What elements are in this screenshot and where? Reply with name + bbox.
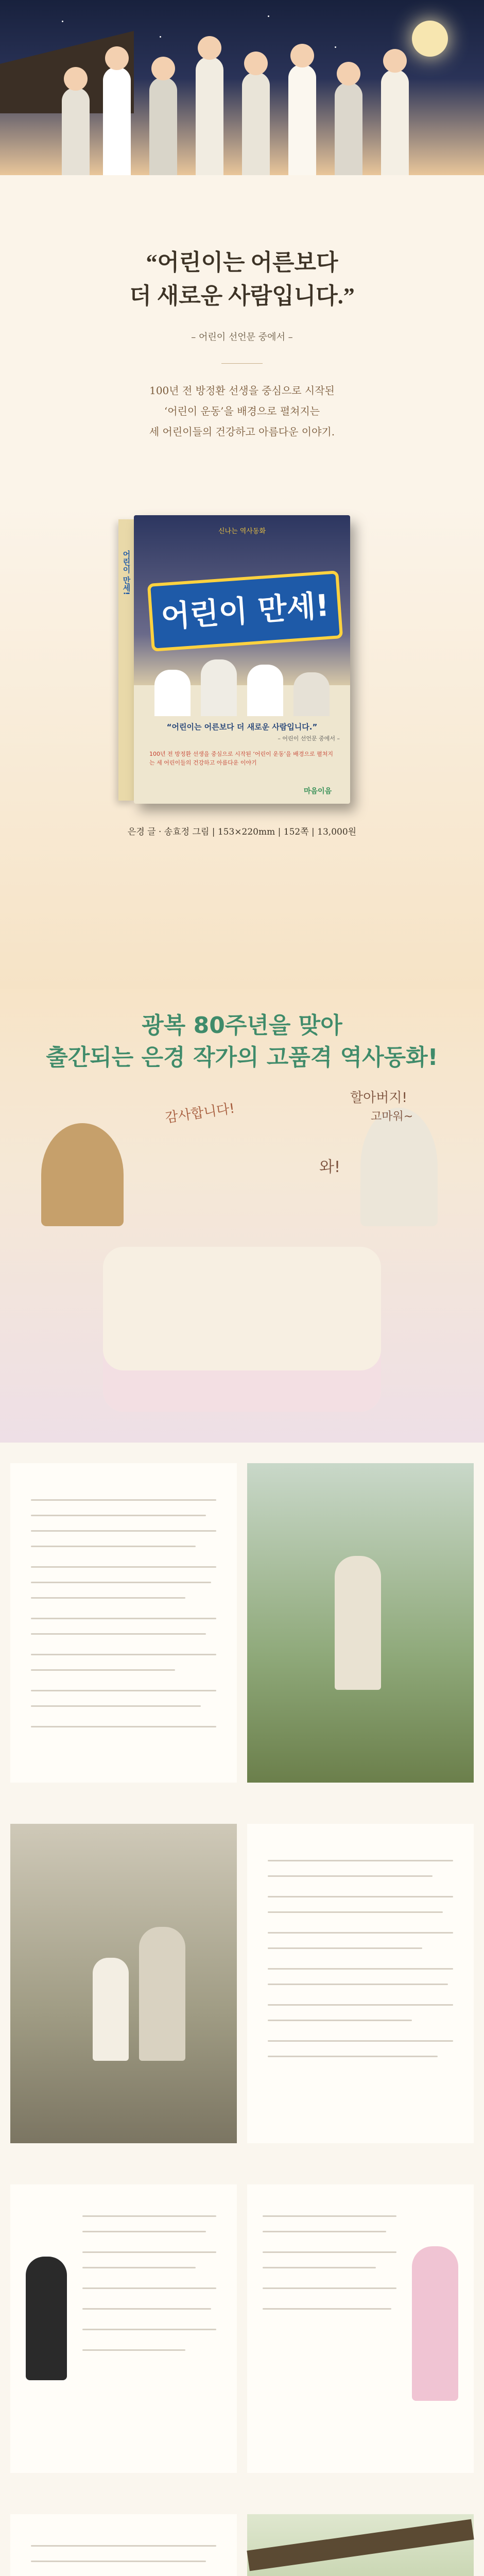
text-page xyxy=(10,2514,237,2576)
sample-spread-3 xyxy=(0,2164,484,2494)
celebration-illustration xyxy=(41,1092,443,1422)
desc-line-2: ‘어린이 운동’을 배경으로 펼쳐지는 xyxy=(164,405,320,417)
divider xyxy=(221,363,263,364)
child-figure xyxy=(62,88,90,175)
cover-crowd xyxy=(144,654,340,716)
slogan-line-1: 광복 80주년을 맞아 xyxy=(142,1012,342,1039)
quote-source: – 어린이 선언문 중에서 – xyxy=(191,332,293,343)
illustration-page xyxy=(10,1824,237,2143)
shout-text: 고마워~ xyxy=(371,1110,413,1123)
children-group xyxy=(103,1247,381,1412)
star xyxy=(335,46,336,48)
text-page xyxy=(247,2184,474,2473)
sample-spread-4 xyxy=(0,2494,484,2576)
illustration-page xyxy=(247,1463,474,1783)
sample-spread-1 xyxy=(0,1443,484,1803)
child-figure xyxy=(149,77,177,175)
shout-text: 할아버지! xyxy=(350,1090,407,1106)
cover-series: 신나는 역사동화 xyxy=(218,528,266,535)
illustration-page xyxy=(247,2514,474,2576)
shout-text: 와! xyxy=(319,1158,341,1176)
shout-text: 감사합니다! xyxy=(164,1100,236,1126)
cover-title: 어린이 만세! xyxy=(147,570,343,652)
desc-line-1: 100년 전 방정환 선생을 중심으로 시작된 xyxy=(149,384,335,397)
adult-figure xyxy=(360,1108,438,1226)
text-page xyxy=(10,1463,237,1783)
sample-spread-2 xyxy=(0,1803,484,2164)
moon xyxy=(412,21,448,57)
cover-blurb: 100년 전 방정환 선생을 중심으로 시작된 ‘어린이 운동’을 배경으로 펼쳐지는 세 어린이들의 건강하고 아름다운 이야기 xyxy=(149,751,333,766)
star xyxy=(160,36,161,38)
child-figure xyxy=(103,67,131,175)
child-figure xyxy=(288,64,316,175)
cover-publisher: 마음이음 xyxy=(304,787,332,795)
spine-title: 어린이 만세! xyxy=(122,550,131,596)
cover-quote-source: – 어린이 선언문 중에서 – xyxy=(278,735,340,742)
cover-quote: “어린이는 어른보다 더 새로운 사람입니다.” xyxy=(166,722,318,732)
book-section xyxy=(0,495,484,989)
character-figure xyxy=(335,1556,381,1690)
child-figure xyxy=(335,82,362,175)
intro-section xyxy=(0,175,484,495)
book-cover xyxy=(134,515,350,804)
book-spine xyxy=(118,519,135,801)
star xyxy=(62,21,63,22)
child-figure xyxy=(242,72,270,175)
book-credits: 은경 글 · 송효정 그림 | 153×220mm | 152쪽 | 13,000원 xyxy=(127,827,357,837)
slogan-line-2: 출간되는 은경 작가의 고품격 역사동화! xyxy=(46,1044,438,1071)
hero-illustration xyxy=(0,0,484,175)
adult-figure xyxy=(41,1123,124,1226)
child-figure xyxy=(196,57,223,175)
quote-line-1: “어린이는 어른보다 xyxy=(146,250,338,275)
quote-line-2: 더 새로운 사람입니다.” xyxy=(129,283,355,309)
text-page xyxy=(247,1824,474,2143)
desc-line-3: 세 어린이들의 건강하고 아름다운 이야기. xyxy=(149,426,335,438)
child-figure xyxy=(381,70,409,175)
slogan-section xyxy=(0,989,484,1443)
text-page xyxy=(10,2184,237,2473)
star xyxy=(268,15,269,17)
